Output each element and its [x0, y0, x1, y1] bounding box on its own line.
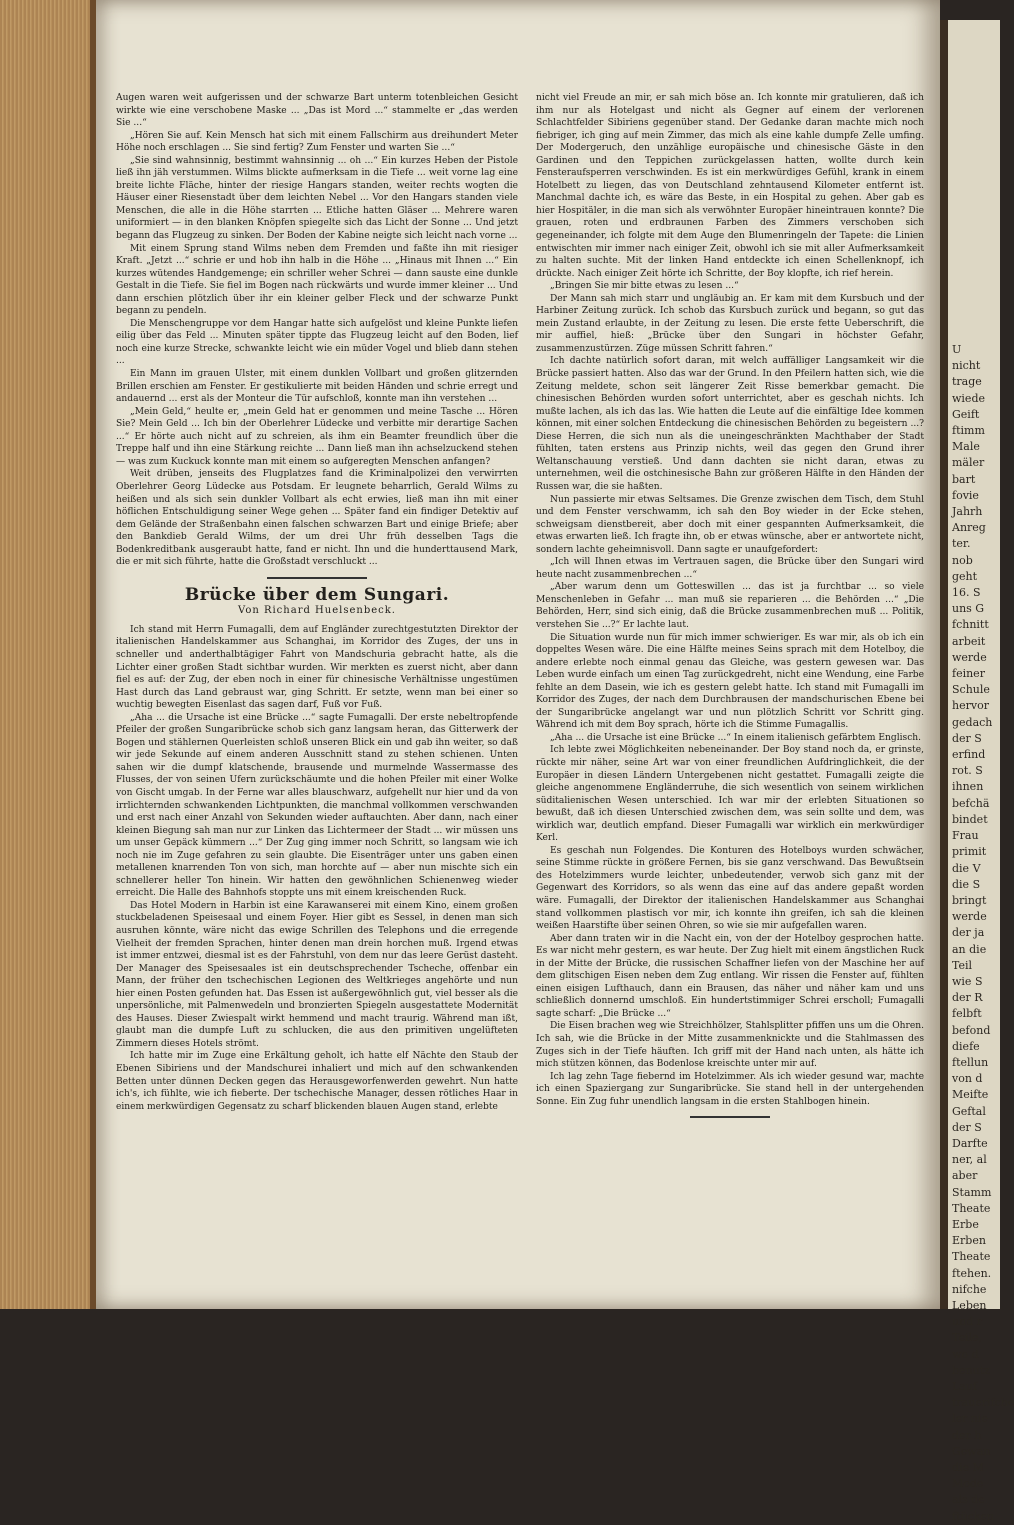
- prev-paragraph: Weit drüben, jenseits des Flugplatzes fand die Kriminalpolizei den verwirrten Oberlehrer Georg Lüdecke aus Potsdam. Er leugnete beharrlich, Gerald Wilms zu heißen und als sich sein dunkler Vollbart als echt erwies, ließ man ihn mit einer höflichen Entschuldigung seiner Wege gehen ... Später fand ein findiger Detektiv auf dem Gelände der Straßenbahn einen falschen schwarzen Bart und einige Briefe; aber den Bankdieb Gerald Wilms, der um drei Uhr früh desselben Tags die Bodenkreditbank ausgeraubt hatte, fand er nicht. Ihn und die hunderttausend Mark, die er mit sich führte, hatte die Großstadt verschluckt ...: [116, 469, 518, 568]
- facing-page-fragment: ftücken: [952, 1509, 994, 1523]
- facing-page-fragment: Erben: [952, 1234, 986, 1248]
- facing-page-fragment: werde: [952, 910, 987, 924]
- section-divider: [267, 577, 367, 579]
- facing-page-fragment: bindet: [952, 812, 988, 826]
- facing-page-fragment: ner, al: [952, 1153, 987, 1167]
- article-paragraph: Ich stand mit Herrn Fumagalli, dem auf Engländer zurechtgestutzten Direktor der italienischen Handelskammer aus Schanghai, im Korridor des Zuges, der uns in schneller und anderthalbtägiger Fahrt von Mandschuria gebracht hatte, als die Lichter einer großen Stadt sichtbar wurden. Wir merkten es zuerst nicht, aber dann fiel es auf: der Zug, der eben noch in einer für chinesische Verhältnisse ungestümen Hast durch das Land gebraust war, ging Schritt. Er setzte, wenn man bei einer so wuchtig bewegten Eisenlast das sagen darf, Fuß vor Fuß.: [116, 624, 518, 711]
- facing-page-fragment: nicht: [952, 359, 981, 373]
- facing-page-fragment: ihnen: [952, 780, 984, 794]
- facing-page-fragment: bart: [952, 472, 976, 486]
- facing-page-fragment: primit: [952, 845, 987, 859]
- facing-page-fragment: Frau: [952, 829, 979, 843]
- article-paragraph: Ich hatte mir im Zuge eine Erkältung geholt, ich hatte elf Nächte den Staub der Ebenen Sibiriens und der Mandschurei inhaliert und mich auf den schwankenden Betten unter dünnen Decken gegen das Herausgeworfenwerden gewehrt. Nun hatte ich's, ich fühlte, wie ich fieberte. Der tschechische Manager, dessen rötliches Haar in einem merkwürdigen Gegensatz zu scharf blickenden blauen Augen stand, erlebte: [116, 1051, 518, 1112]
- article-title: Brücke über dem Sungari.: [184, 584, 450, 605]
- facing-page-fragment: an die: [952, 942, 987, 956]
- facing-page-fragment: Lauf: [952, 1380, 978, 1393]
- prev-paragraph: Die Menschengruppe vor dem Hangar hatte sich aufgelöst und kleine Punkte liefen eilig über das Feld ... Minuten später tippte das Flugzeug leicht auf den Boden, lief noch eine kurze Strecke, schwankte leicht wie ein müder Vogel und blieb dann stehen ...: [116, 318, 518, 367]
- facing-page-fragment: Jahrh: [952, 505, 983, 519]
- facing-page-fragment: geht: [952, 569, 978, 583]
- facing-page-fragment: der ja: [952, 926, 985, 940]
- article-paragraph: Der Mann sah mich starr und ungläubig an. Er kam mit dem Kursbuch und der Harbiner Zeitung zurück. Ich schob das Kursbuch zurück und begann, so gut das mein Zustand erlaubte, in der Zeitung zu lesen. Die erste fette Ueberschrift, die mir auffiel, hieß: „Brücke über den Sungari in höchster Gefahr, zusammenzustürzen. Züge müssen Schritt fahren.“: [536, 293, 924, 354]
- facing-page-fragment: fovie: [952, 488, 979, 502]
- facing-page-fragment: Male: [952, 440, 980, 454]
- facing-page-fragment: fchnitt: [952, 618, 989, 632]
- facing-page-fragment: arbeit: [952, 634, 986, 648]
- column-left: [116, 92, 518, 1262]
- facing-page-fragment: Leben: [952, 1298, 987, 1312]
- facing-page-fragment: Geift: [952, 407, 980, 421]
- facing-page-fragment: trauerifche: [952, 1396, 1014, 1410]
- facing-page-fragment: der R: [952, 991, 983, 1005]
- facing-page-fragment: feiner: [952, 667, 985, 681]
- facing-page-fragment: der S: [952, 731, 982, 745]
- article-paragraph: Es geschah nun Folgendes. Die Konturen des Hotelboys wurden schwächer, seine Stimme rückte in größere Fernen, bis sie ganz verschwand. Das Bewußtsein des Hotelzimmers wurde leichter, unbedeutender, verwob sich ganz mit der Gegenwart des Korridors, so als wenn das eine auf das andere gepaßt worden wäre. Fumagalli, der Direktor der italienischen Handelskammer aus Schanghai stand vollkommen plastisch vor mir, ich konnte ihn greifen, ich sah die kleinen weißen Haarstifte über seinen Ohren, so wie sie mir aufgefallen waren.: [536, 845, 924, 932]
- facing-page-fragments: [948, 342, 1014, 1525]
- facing-page-fragment: diefe: [952, 1039, 980, 1053]
- article-paragraph: nicht viel Freude an mir, er sah mich böse an. Ich konnte mir gratulieren, daß ich ihm nur als Hotelgast und nicht als Gegner auf einem der verlorenen Schlachtfelder Sibiriens gegenüber stand. Der Gedanke daran machte mich noch fiebriger, ich ging auf mein Zimmer, das mich als eine kahle dumpfe Zelle umfing. Der Modergeruch, den unzählige europäische und chinesische Gäste in den Gardinen und den Teppichen zurückgelassen hatten, wollte durch kein Fensteraufsperren verschwinden. Es ist ein merkwürdiges Gefühl, krank in einem Hotelbett zu liegen, das von Deutschland zehntausend Kilometer entfernt ist. Manchmal dachte ich, es wäre das Beste, in ein Hospital zu gehen. Aber gab es hier Hospitäler, in die man sich als verwöhnter Europäer hineintrauen konnte? Die grauen, roten und erdbraunen Farben des Zimmers verschoben sich gegeneinander, ich folgte mit dem Auge den Blumenringeln der Tapete: die Linien entwischten mir immer nach einiger Zeit, obwohl ich sie mit aller Aufmerksamkeit zu halten suchte. Mit der linken Hand entdeckte ich einen Schellenknopf, ich drückte. Nach einiger Zeit hörte ich Schritte, der Boy klopfte, ich rief herein.: [536, 93, 924, 279]
- facing-page-fragment: befchä: [952, 796, 990, 810]
- facing-page-fragment: nifche: [952, 1282, 987, 1296]
- facing-page-fragment: Teile,: [952, 1331, 983, 1345]
- article-paragraph: Das Hotel Modern in Harbin ist eine Karawanserei mit einem Kino, einem großen stuckbeladenen Speisesaal und einem Foyer. Hier gibt es Sessel, in denen man sich ausruhen könnte, wäre nicht das ewige Schrillen des Telephons und die erregende Vielheit der fremden Sprachen, hinter denen man drein horchen muß. Irgend etwas ist immer entzwei, diesmal ist es der Fahrstuhl, von dem nur das leere Gerüst dasteht. Der Manager des Speisesaales ist ein deutschsprechender Tscheche, offenbar ein Mann, der früher den tschechischen Legionen des Weltkrieges angehörte und nun hier einen Posten gefunden hat. Das Essen ist außergewöhnlich gut, viel besser als die unpersönliche, mit Palmenwedeln und bronzierten Spiegeln ausgestattete Modernität des Hauses. Dieser Zwiespalt wirkt hemmend und macht traurig. Während man ißt, glaubt man die dumpfe Luft zu schlucken, die aus den primitiven ungelüfteten Zimmern dieses Hotels strömt.: [116, 900, 518, 1049]
- facing-page-fragment: und r: [952, 1315, 982, 1329]
- facing-page-fragment: bringt: [952, 893, 987, 907]
- facing-page-fragment: als de: [952, 1493, 985, 1507]
- facing-page-fragment: Meifte: [952, 1088, 989, 1102]
- facing-page-fragment: Theate: [952, 1201, 991, 1215]
- facing-page-fragment: felbft: [952, 1007, 982, 1021]
- facing-page-fragment: die S: [952, 877, 981, 891]
- facing-page-fragment: Stamm: [952, 1185, 992, 1199]
- prev-paragraph: Mit einem Sprung stand Wilms neben dem Fremden und faßte ihn mit riesiger Kraft. „Jetzt ...“ schrie er und hob ihn halb in die Höhe ... „Hinaus mit Ihnen ...“ Ein kurzes wütendes Handgemenge; ein schriller weher Schrei — dann sauste eine dunkle Gestalt in die Tiefe. Sie fiel im Bogen nach rückwärts und wurde immer kleiner ... Und dann erschien plötzlich über ihr ein kleiner gelber Fleck und der schwarze Punkt begann zu pendeln.: [116, 243, 518, 317]
- facing-page-fragment: mäler: [952, 456, 985, 470]
- facing-page-fragment: nob: [952, 553, 973, 567]
- facing-page-fragment: rot. S: [952, 764, 983, 778]
- facing-page-fragment: 16. S: [952, 586, 981, 600]
- facing-page-fragment: wo d: [952, 1347, 979, 1361]
- previous-article: [116, 92, 518, 569]
- facing-page-fragment: gedach: [952, 715, 993, 729]
- facing-page-fragment: Theate: [952, 1250, 991, 1264]
- article-paragraph: Die Eisen brachen weg wie Streichhölzer, Stahlsplitter pfiffen uns um die Ohren. Ich sah, wie die Brücke in der Mitte zusammenknickte und die Stahlmassen des Zuges sich in der Tiefe häuften. Ich griff mit der Hand nach unten, als hätte ich mich stützen können, das Bodenlose kreischte unter mir auf.: [536, 1021, 924, 1070]
- article-paragraph: Die Situation wurde nun für mich immer schwieriger. Es war mir, als ob ich ein doppeltes Wesen wäre. Die eine Hälfte meines Seins sprach mit dem Hotelboy, die andere erlebte noch einmal genau das Gleiche, was gestern gewesen war. Das Leben wurde einfach um einen Tag zurückgedreht, nicht eine Wendung, eine Farbe fehlte an dem Dasein, wie ich es gestern gelebt hatte. Ich stand mit Fumagalli im Korridor des Zuges, der nach dem Durchbrausen der mandschurischen Ebene bei der Sungaribrücke angelangt war und nun plötzlich Schritt vor Schritt ging. Während ich mit dem Boy sprach, hörte ich die Stimme Fumagallis.: [536, 632, 924, 731]
- article-paragraph: Aber dann traten wir in die Nacht ein, von der der Hotelboy gesprochen hatte. Es war nicht mehr gestern, es war heute. Der Zug hielt mit einem ängstlichen Ruck in der Mitte der Brücke, die russischen Schaffner liefen von der Maschine her auf dem glitschigen Eisen neben dem Zug entlang. Wir rissen die Fenster auf, fühlten einen eisigen Lufthauch, dann ein Brausen, das näher und näher kam und uns schließlich donnernd umschloß. Ein hundertstimmiger Schrei erscholl; Fumagalli sagte scharf: „Die Brücke ...“: [536, 933, 924, 1019]
- article-paragraph: „Aha ... die Ursache ist eine Brücke ...“ In einem italienisch gefärbtem Englisch.: [550, 732, 922, 743]
- facing-page-fragment: die V: [952, 861, 981, 875]
- prev-paragraph: „Sie sind wahnsinnig, bestimmt wahnsinnig ... oh ...“ Ein kurzes Heben der Pistole ließ ihn jäh verstummen. Wilms blickte aufmerksam in die Tiefe ... weit vorne lag eine breite lichte Fläche, hinter der riesige Hangars standen, weiter rechts wogten die Häuser einer Riesenstadt über dem leichten Nebel ... Vor den Hangars standen viele Menschen, die alle in die Höhe starrten ... Etliche hatten Gläser ... Mehrere waren uniformiert — in den blanken Knöpfen spiegelte sich das Licht der Sonne ... Und jetzt begann das Flugzeug zu sinken. Der Boden der Kabine neigte sich leicht nach vorne ...: [116, 155, 518, 242]
- facing-page-fragment: von d: [952, 1072, 983, 1086]
- facing-page-fragment: Erbe: [952, 1217, 979, 1231]
- column-right: [536, 92, 924, 1262]
- facing-page-fragment: ler nie: [952, 1412, 988, 1426]
- prev-paragraph: „Mein Geld,“ heulte er, „mein Geld hat er genommen und meine Tasche ... Hören Sie? Mein Geld ... Ich bin der Oberlehrer Lüdecke und verbitte mir derartige Sachen ...“ Er hörte auch nicht auf zu schreien, als ihm ein Beamter freundlich über die Treppe half und ihn eine Stärkung reichte ... Dann ließ man ihn achselzuckend stehen — was zum Kuckuck konnte man mit einem so aufgeregten Menschen anfangen?: [116, 406, 518, 467]
- article-end-rule: [690, 1116, 770, 1118]
- article-byline: Von Richard Huelsenbeck.: [238, 605, 396, 617]
- prev-paragraph: Ein Mann im grauen Ulster, mit einem dunklen Vollbart und großen glitzernden Brillen erschien am Fenster. Er gestikulierte mit beiden Händen und schrie erregt und andauernd ... erst als der Monteur die Tür aufschloß, konnte man ihn verstehen ...: [116, 369, 518, 405]
- facing-page-fragment: wiede: [952, 391, 985, 405]
- facing-page-fragment: Gewan: [952, 1444, 991, 1458]
- article-paragraph: Ich lebte zwei Möglichkeiten nebeneinander. Der Boy stand noch da, er grinste, rückte mir näher, seine Art war von einer freundlichen Aufdringlichkeit, die der Europäer in diesen Ländern Untergebenen nicht gestattet. Fumagalli zeigte die gleiche angenommene Engländerruhe, die sich wesentlich von seinem wirklichen süditalienischen Wesen unterschied. Ich war mir der erlebten Situationen so bewußt, daß ich diesen Unterschied zwischen dem, was sein sollte und dem, was wirklich war, deutlich empfand. Dieser Fumagalli war wirklich ein merkwürdiger Kerl.: [536, 745, 924, 844]
- facing-page-fragment: der S: [952, 1120, 982, 1134]
- facing-page-fragment: uns G: [952, 602, 985, 616]
- book-binding: [0, 0, 96, 1309]
- article-paragraph: „Aha ... die Ursache ist eine Brücke ...“ sagte Fumagalli. Der erste nebeltropfende Pfeiler der großen Sungaribrücke schob sich ganz langsam heran, das Gitterwerk der Bogen und stählernen Querleisten schloß unseren Blick ein und gab ihn weiter, so daß wir jede Sekunde auf einem anderen Ausschnitt stand zu stehen schienen. Unten sahen wir die dumpf klatschende, brausende und murmelnde Wassermasse des Flusses, der von seinen Ufern zurückschäumte und die hohen Pfeiler mit einer Wolke von Gischt umgab. In der Ferne war alles blauschwarz, aufgehellt nur hier und da von irrlichternden schwankenden Lichtpunkten, die manchmal vollkommen verschwanden und erst nach einer Anzahl von Sekunden wieder auftauchten. Aber dann, nach einer kleinen Biegung sah man nur zur Linken das Lichtermeer der Stadt ... wir müssen uns um unser Gepäck kümmern ...“ Der Zug ging immer noch Schritt, so langsam wie ich noch nie im Zuge gefahren zu sein glaubte. Die Eisenträger unter uns gaben einen metallenen knarrenden Ton von sich, man horchte auf — aber nun mischte sich ein schnellerer heller Ton hinein. Wir hatten den gewöhnlichen Schienenweg wieder erreicht. Die Halle des Bahnhofs stoppte uns mit einem kreischenden Ruck.: [116, 712, 518, 899]
- facing-page-fragment: Teil: [952, 958, 973, 972]
- facing-page-fragment: Mode: [952, 1477, 984, 1491]
- facing-page-fragment: erfind: [952, 748, 986, 762]
- facing-page-fragment: hervor: [952, 699, 989, 713]
- facing-page-fragment: ftimm: [952, 424, 985, 438]
- facing-page-fragment: aber: [952, 1169, 978, 1183]
- prev-paragraph: Augen waren weit aufgerissen und der schwarze Bart unterm totenbleichen Gesicht wirkte wie eine verschobene Maske ... „Das ist Mord ...“ stammelte er „das werden Sie ...“: [116, 93, 518, 129]
- facing-page-fragment: ftellun: [952, 1055, 989, 1069]
- facing-page-edge: [940, 20, 1014, 1523]
- facing-page-fragment: der h: [952, 1428, 982, 1442]
- facing-page-fragment: trage: [952, 375, 982, 389]
- facing-page-fragment: Geftal: [952, 1104, 986, 1118]
- article-paragraph: „Ich will Ihnen etwas im Vertrauen sagen, die Brücke über den Sungari wird heute nacht zusammenbrechen ...“: [536, 557, 924, 580]
- facing-page-fragment: Anreg: [952, 521, 986, 535]
- facing-page-fragment: ftehen.: [952, 1266, 992, 1280]
- facing-page-fragment: U: [952, 343, 962, 356]
- facing-page-fragment: Schule: [952, 683, 990, 697]
- facing-page-fragment: werde: [952, 650, 987, 664]
- article-paragraph: Nun passierte mir etwas Seltsames. Die Grenze zwischen dem Tisch, dem Stuhl und dem Fenster verschwamm, ich sah den Boy wieder in der Ecke stehen, schweigsam dienstbereit, aber doch mit einer gespannten Aufmerksamkeit, die etwas erwarten ließ. Ich fragte ihn, ob er etwas wünsche, aber er antwortete nicht, sondern lachte geheimnisvoll. Dann sagte er unaufgefordert:: [536, 494, 924, 555]
- facing-page-fragment: benutz: [952, 1363, 990, 1377]
- article-paragraph: „Aber warum denn um Gotteswillen ... das ist ja furchtbar ... so viele Menschenleben in Gefahr ... man muß sie reparieren ... die Behörden ...“ „Die Behörden, Herr, sind sich einig, daß die Brücke zusammenbrechen muß ... Politik, verstehen Sie ...?“ Er lachte laut.: [536, 582, 924, 630]
- facing-page-fragment: die M: [952, 1461, 984, 1475]
- facing-page-fragment: wie S: [952, 974, 983, 988]
- article-paragraph: Ich dachte natürlich sofort daran, mit welch auffälliger Langsamkeit wir die Brücke passiert hatten. Also das war der Grund. In den Pfeilern hatten sich, wie die Zeitung meldete, schon seit längerer Zeit Risse bemerkbar gemacht. Die chinesischen Behörden wurden sofort unterrichtet, aber es geschah nichts. Ich mußte lachen, als ich das las. Wie hatten die Leute auf die einfältige Idee kommen können, mit einer solchen Entdeckung die chinesischen Behörden zu begeistern ...? Diese Herren, die sich nun als die uneingeschränkten Machthaber der Stadt fühlten, taten erstens aus Prinzip nichts, weil das gegen den Grund ihrer Weltanschauung verstieß. Und dann dachten sie nicht daran, etwas zu unternehmen, weil die ostchinesische Bahn zur größeren Hälfte in den Händen der Russen war, die sie haßten.: [536, 356, 924, 492]
- prev-paragraph: „Hören Sie auf. Kein Mensch hat sich mit einem Fallschirm aus dreihundert Meter Höhe noch erschlagen ... Sie sind fertig? Zum Fenster und warten Sie ...“: [116, 130, 518, 154]
- facing-page-fragment: ter.: [952, 537, 971, 551]
- article-paragraph: Ich lag zehn Tage fiebernd im Hotelzimmer. Als ich wieder gesund war, machte ich einen Spaziergang zur Sungaribrücke. Sie stand hell in der untergehenden Sonne. Ein Zug fuhr unendlich langsam in die ersten Stahlbogen hinein.: [536, 1071, 924, 1107]
- facing-page-fragment: Darfte: [952, 1136, 988, 1150]
- facing-page-fragment: befond: [952, 1023, 991, 1037]
- article-paragraph: „Bringen Sie mir bitte etwas zu lesen ...“: [550, 281, 739, 292]
